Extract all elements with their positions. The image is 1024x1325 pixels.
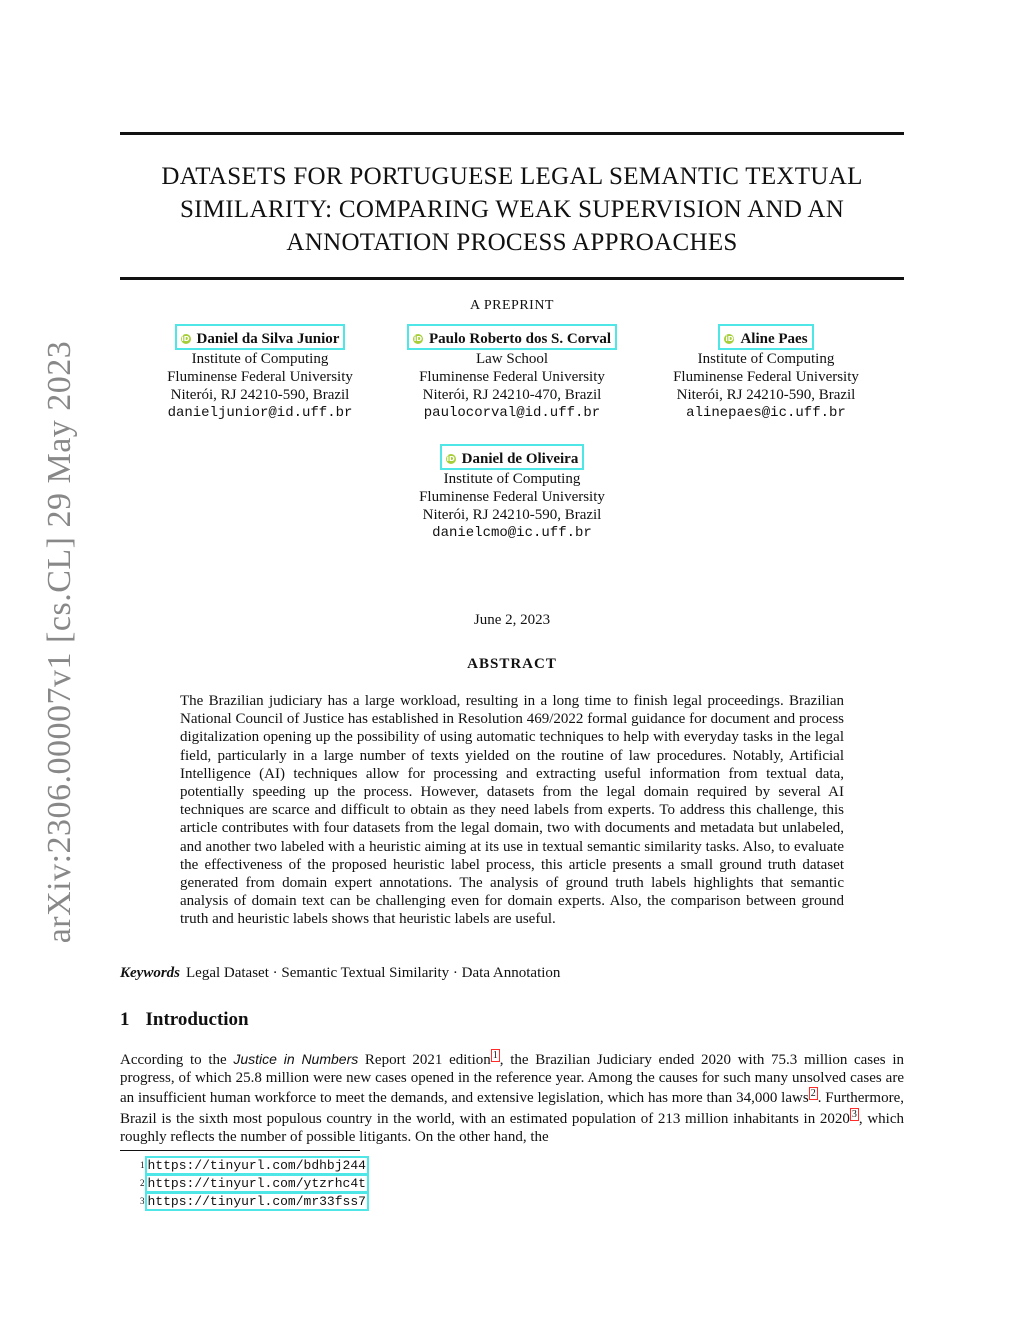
- footnote-rule: [120, 1150, 360, 1151]
- author-university: Fluminense Federal University: [419, 489, 605, 505]
- footnotes: [140, 1156, 369, 1210]
- author-email: paulocorval@id.uff.br: [423, 405, 601, 421]
- author-name-link[interactable]: [718, 324, 813, 350]
- report-name: Justice in Numbers: [233, 1051, 359, 1067]
- author-name: Daniel de Oliveira: [461, 451, 579, 467]
- author-university: Fluminense Federal University: [419, 369, 605, 385]
- author-dept: Institute of Computing: [191, 351, 329, 367]
- keywords-list: Legal Dataset · Semantic Textual Similarity · Data Annotation: [186, 965, 561, 981]
- abstract-heading: ABSTRACT: [467, 656, 557, 672]
- author-name: Aline Paes: [740, 331, 808, 347]
- author-university: Fluminense Federal University: [673, 369, 859, 385]
- author-name-link[interactable]: [407, 324, 617, 350]
- section-heading: [120, 1009, 249, 1031]
- author-dept: Institute of Computing: [443, 471, 581, 487]
- author-block: [382, 324, 642, 422]
- author-address: Niterói, RJ 24210-470, Brazil: [422, 387, 602, 403]
- paper-title: [120, 160, 904, 259]
- intro-paragraph: [120, 1049, 904, 1146]
- author-block: [392, 444, 632, 542]
- orcid-icon[interactable]: iD: [446, 455, 455, 463]
- orcid-icon[interactable]: iD: [725, 335, 734, 343]
- keywords-label: Keywords: [120, 965, 180, 981]
- title-rule-top: [120, 132, 904, 135]
- author-block: [140, 324, 380, 422]
- section-title: Introduction: [145, 1009, 249, 1030]
- author-address: Niterói, RJ 24210-590, Brazil: [676, 387, 856, 403]
- footnote-mark: 2: [140, 1178, 145, 1188]
- footnote-link[interactable]: https://tinyurl.com/ytzrhc4t: [145, 1174, 369, 1193]
- intro-text: , which roughly reflects the number of possible litigants. On the other hand, the: [120, 1110, 904, 1145]
- author-address: Niterói, RJ 24210-590, Brazil: [170, 387, 350, 403]
- footnote-mark: 3: [140, 1196, 145, 1206]
- footnote-mark: 1: [140, 1160, 145, 1170]
- title-rule-bottom: [120, 277, 904, 280]
- title-line: SIMILARITY: COMPARING WEAK SUPERVISION AND AN: [179, 196, 845, 223]
- author-dept: Law School: [475, 351, 549, 367]
- author-email: danielcmo@ic.uff.br: [432, 525, 592, 541]
- title-line: ANNOTATION PROCESS APPROACHES: [286, 229, 738, 256]
- keywords-line: [120, 965, 560, 982]
- orcid-icon[interactable]: iD: [413, 335, 423, 343]
- author-dept: Institute of Computing: [697, 351, 835, 367]
- intro-text: , the Brazilian Judiciary ended 2020 with 75.3 million cases in progress, of which 25.8 million were new cases opened in the reference year. Among the causes for such many unsolved cases are an insufficient human workforce to meet the demands, and extensive legislation, which has more than 34,000 laws: [120, 1052, 904, 1107]
- orcid-icon[interactable]: iD: [181, 335, 190, 343]
- footnote: [140, 1156, 369, 1174]
- footnote-ref-3[interactable]: 3: [851, 1108, 857, 1120]
- footnote: [140, 1192, 369, 1210]
- author-name-link[interactable]: [175, 324, 346, 350]
- footnote-link[interactable]: https://tinyurl.com/mr33fss7: [145, 1192, 369, 1211]
- author-name: Daniel da Silva Junior: [196, 331, 340, 347]
- author-block: [646, 324, 886, 422]
- arxiv-stamp: arXiv:2306.00007v1 [cs.CL] 29 May 2023: [41, 340, 78, 944]
- author-university: Fluminense Federal University: [167, 369, 353, 385]
- author-email: danieljunior@id.uff.br: [167, 405, 353, 421]
- intro-text: . Furthermore, Brazil is the sixth most populous country in the world, with an estimated population of 213 million inhabitants in 2020: [120, 1090, 904, 1127]
- preprint-label: A PREPRINT: [470, 298, 554, 313]
- footnote-ref-1[interactable]: 1: [492, 1050, 498, 1061]
- intro-text: According to the: [120, 1052, 234, 1068]
- title-line: DATASETS FOR PORTUGUESE LEGAL SEMANTIC TEXTUAL: [161, 163, 863, 190]
- abstract-text: The Brazilian judiciary has a large workload, resulting in a long time to finish legal proceedings. Brazilian National Council of Justice has established in Resolution 469/2022 formal guidance for document and process digitalization opening up the possibility of using automatic techniques to help with everyday tasks in the legal field, particularly in a large number of texts yielded on the routine of law procedures. Notably, Artificial Intelligence (AI) techniques allow for processing and extracting useful information from textual data, potentially speeding up the process. However, datasets from the legal domain required by several AI techniques are scarce and difficult to obtain as they need labels from experts. To address this challenge, this article contributes with four datasets from the legal domain, two with documents and metadata but unlabeled, and another two labeled with a heuristic aiming at its use in textual semantic similarity tasks. Also, to evaluate the effectiveness of the proposed heuristic label process, this article presents a small ground truth dataset generated from domain expert annotations. The analysis of ground truth labels highlights that semantic analysis of domain text can be challenging even for domain experts. Also, the comparison between ground truth and heuristic labels shows that heuristic labels are useful.: [180, 693, 844, 928]
- footnote: [140, 1174, 369, 1192]
- intro-text: Report 2021 edition: [358, 1052, 491, 1068]
- paper-date: June 2, 2023: [473, 612, 551, 628]
- author-address: Niterói, RJ 24210-590, Brazil: [422, 507, 602, 523]
- footnote-ref-2[interactable]: 2: [810, 1088, 816, 1100]
- author-name: Paulo Roberto dos S. Corval: [428, 331, 612, 347]
- author-email: alinepaes@ic.uff.br: [686, 405, 846, 421]
- section-number: 1: [120, 1009, 130, 1030]
- footnote-link[interactable]: https://tinyurl.com/bdhbj244: [145, 1156, 369, 1175]
- author-name-link[interactable]: [440, 444, 585, 470]
